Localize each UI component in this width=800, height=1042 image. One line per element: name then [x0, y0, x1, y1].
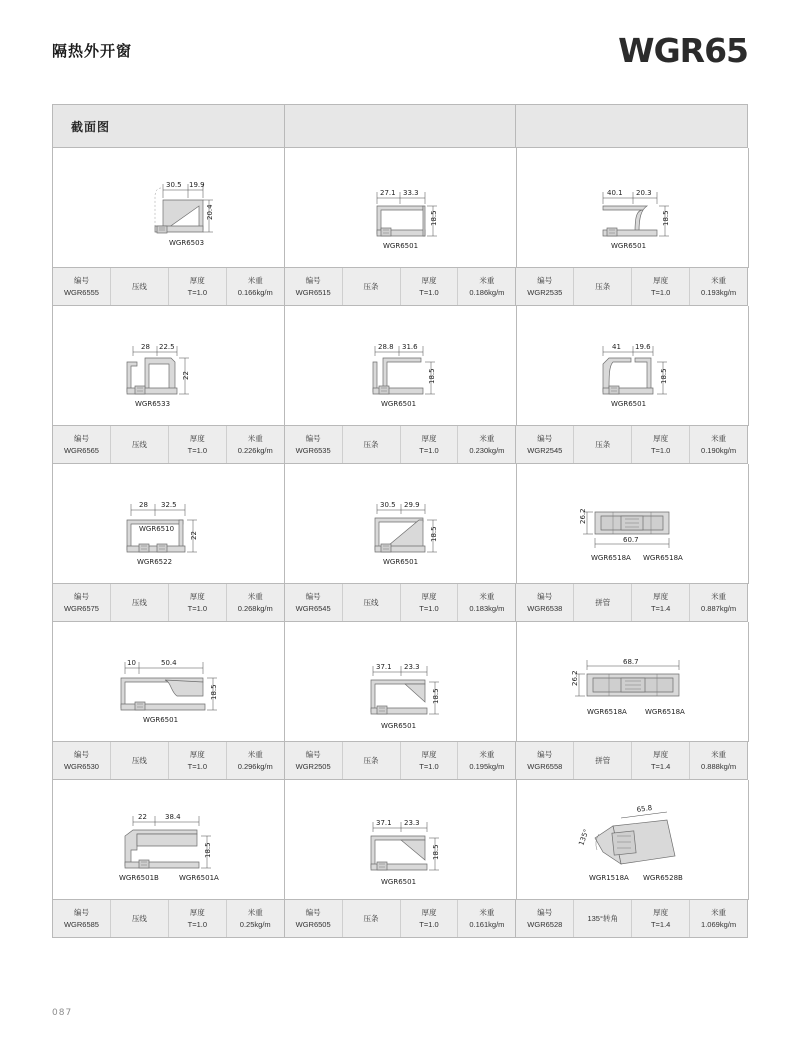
- spec-code-value: WGR6530: [63, 761, 99, 771]
- dim-40-1: 40.1: [607, 189, 623, 197]
- spec-cell-r1c2: [285, 268, 517, 306]
- dim-23-3: 23.3: [404, 663, 420, 671]
- spec-thickness-label: 厚度: [189, 434, 205, 444]
- drawing-cell-r3c3: [517, 464, 749, 584]
- spec-code-value: WGR6535: [295, 445, 331, 455]
- spec-row-2: [53, 426, 748, 464]
- spec-code-label: 编号: [73, 276, 89, 286]
- spec-cell-r2c2: [285, 426, 517, 464]
- dim-135deg: 135°: [577, 828, 591, 847]
- drawing-cell-r3c1: [53, 464, 285, 584]
- profile-label: WGR6501: [611, 400, 647, 408]
- dim-32-5: 32.5: [161, 501, 177, 509]
- dim-10: 10: [127, 659, 136, 667]
- spec-thickness-label: 厚度: [653, 592, 669, 602]
- spec-weight-value: 0.195kg/m: [469, 761, 505, 771]
- spec-code-label: 编号: [537, 750, 553, 760]
- profile-label: WGR6501: [381, 878, 417, 886]
- spec-thickness-label: 厚度: [653, 750, 669, 760]
- spec-code-label: 编号: [73, 908, 89, 918]
- dim-22: 22: [138, 813, 147, 821]
- spec-weight-label: 米重: [247, 434, 263, 444]
- drawing-cell-r2c3: [517, 306, 749, 426]
- drawing-cell-r5c1: [53, 780, 285, 900]
- dim-26-2: 26.2: [571, 670, 579, 686]
- spec-weight-label: 米重: [247, 908, 263, 918]
- profile-label-2: WGR6528B: [643, 874, 683, 882]
- spec-thickness-label: 厚度: [421, 908, 437, 918]
- spec-thickness-value: T=1.0: [419, 445, 439, 455]
- dim-26-2: 26.2: [579, 508, 587, 524]
- spec-cell-r5c3: [516, 900, 748, 938]
- dim-41: 41: [612, 343, 621, 351]
- page-number: 087: [52, 1008, 73, 1018]
- spec-row-5: [53, 900, 748, 938]
- spec-code-value: WGR6555: [63, 287, 99, 297]
- profile-label: WGR6533: [135, 400, 171, 408]
- dim-19-6: 19.6: [635, 343, 651, 351]
- spec-thickness-label: 厚度: [189, 908, 205, 918]
- dim-60-7: 60.7: [623, 536, 639, 544]
- dim-18-5: 18.5: [204, 842, 212, 858]
- spec-thickness-label: 厚度: [421, 434, 437, 444]
- spec-thickness-label: 厚度: [189, 750, 205, 760]
- spec-code-label: 编号: [305, 908, 321, 918]
- drawing-cell-r3c2: [285, 464, 517, 584]
- spec-code-label: 编号: [305, 750, 321, 760]
- dim-29-9: 29.9: [404, 501, 420, 509]
- spec-weight-label: 米重: [247, 592, 263, 602]
- spec-thickness-value: T=1.0: [419, 603, 439, 613]
- spec-row-4: [53, 742, 748, 780]
- page-header: [0, 0, 800, 100]
- spec-cell-r5c2: [285, 900, 517, 938]
- dim-18-5: 18.5: [432, 688, 440, 704]
- page-title: 隔热外开窗: [52, 42, 133, 60]
- spec-weight-label: 米重: [711, 592, 727, 602]
- spec-weight-value: 0.183kg/m: [469, 603, 505, 613]
- profile-label: WGR6501: [383, 558, 419, 566]
- spec-code-value: WGR6545: [295, 603, 331, 613]
- profile-label: WGR6503: [169, 239, 205, 247]
- dim-18-5: 18.5: [430, 526, 438, 542]
- dim-20-3: 20.3: [636, 189, 652, 197]
- dim-23-3: 23.3: [404, 819, 420, 827]
- spec-type-label: 压条: [595, 281, 611, 291]
- drawing-row-4: [53, 622, 748, 742]
- spec-type-label: 压条: [363, 755, 379, 765]
- spec-cell-r3c2: [285, 584, 517, 622]
- spec-weight-label: 米重: [711, 276, 727, 286]
- spec-thickness-value: T=1.0: [187, 287, 207, 297]
- spec-code-value: WGR2505: [295, 761, 331, 771]
- profile-label: WGR6522: [137, 558, 173, 566]
- spec-type-label: 压线: [131, 281, 147, 291]
- spec-type-label: 压线: [131, 597, 147, 607]
- drawing-cell-r4c1: [53, 622, 285, 742]
- spec-thickness-label: 厚度: [653, 276, 669, 286]
- spec-weight-value: 0.887kg/m: [701, 603, 737, 613]
- spec-type-label: 压条: [363, 281, 379, 291]
- spec-thickness-label: 厚度: [189, 276, 205, 286]
- spec-weight-value: 0.230kg/m: [469, 445, 505, 455]
- spec-code-label: 编号: [73, 592, 89, 602]
- spec-code-label: 编号: [305, 276, 321, 286]
- drawing-cell-r2c2: [285, 306, 517, 426]
- spec-cell-r3c1: [53, 584, 285, 622]
- drawing-cell-r4c3: [517, 622, 749, 742]
- spec-thickness-value: T=1.0: [650, 287, 671, 297]
- spec-code-value: WGR6505: [295, 919, 331, 929]
- spec-weight-label: 米重: [479, 276, 495, 286]
- dim-37-1: 37.1: [376, 819, 392, 827]
- spec-thickness-value: T=1.4: [650, 919, 671, 929]
- spec-type-label: 拼管: [595, 755, 611, 765]
- profile-label: WGR1518A: [589, 874, 629, 882]
- dim-18-5: 18.5: [430, 210, 438, 226]
- spec-code-value: WGR6558: [527, 761, 563, 771]
- dim-22-5: 22.5: [159, 343, 175, 351]
- profile-label: WGR6501: [143, 716, 179, 724]
- drawing-cell-r2c1: [53, 306, 285, 426]
- spec-weight-label: 米重: [711, 908, 727, 918]
- dim-65-8: 65.8: [636, 803, 653, 814]
- spec-thickness-label: 厚度: [421, 750, 437, 760]
- spec-thickness-value: T=1.0: [187, 445, 207, 455]
- profile-label: WGR6518A: [587, 708, 627, 716]
- profile-label: WGR6501B: [119, 874, 159, 882]
- spec-weight-label: 米重: [247, 750, 263, 760]
- spec-type-label: 压条: [595, 439, 611, 449]
- spec-row-1: [53, 268, 748, 306]
- dim-68-7: 68.7: [623, 658, 639, 666]
- table-band-row: [53, 105, 748, 148]
- spec-weight-value: 0.193kg/m: [701, 287, 737, 297]
- dim-38-4: 38.4: [165, 813, 181, 821]
- profile-label-2: WGR6501A: [179, 874, 219, 882]
- spec-cell-r5c1: [53, 900, 285, 938]
- spec-weight-value: 0.186kg/m: [469, 287, 505, 297]
- dim-18-5: 18.5: [210, 684, 218, 700]
- spec-cell-r1c3: [516, 268, 748, 306]
- spec-code-value: WGR6538: [527, 603, 563, 613]
- dim-50-4: 50.4: [161, 659, 177, 667]
- spec-type-label: 压线: [131, 439, 147, 449]
- spec-thickness-label: 厚度: [653, 434, 669, 444]
- spec-code-value: WGR6515: [295, 287, 331, 297]
- profile-inner-label: WGR6510: [139, 525, 175, 533]
- spec-code-label: 编号: [537, 434, 553, 444]
- drawing-row-1: [53, 148, 748, 268]
- drawing-cell-r5c3: [517, 780, 749, 900]
- spec-type-label: 压线: [131, 755, 147, 765]
- dim-20-4: 20.4: [206, 204, 214, 220]
- spec-thickness-label: 厚度: [421, 276, 437, 286]
- spec-weight-label: 米重: [247, 276, 263, 286]
- spec-code-label: 编号: [537, 908, 553, 918]
- spec-weight-label: 米重: [711, 750, 727, 760]
- drawing-row-2: [53, 306, 748, 426]
- dim-22: 22: [190, 531, 198, 540]
- spec-cell-r4c1: [53, 742, 285, 780]
- dim-28-8: 28.8: [378, 343, 394, 351]
- spec-weight-value: 0.25kg/m: [239, 919, 271, 929]
- dim-37-1: 37.1: [376, 663, 392, 671]
- profile-table: [52, 104, 748, 938]
- spec-thickness-value: T=1.0: [419, 761, 439, 771]
- profile-label: WGR6518A: [591, 554, 631, 562]
- drawing-row-3: [53, 464, 748, 584]
- spec-thickness-value: T=1.4: [650, 761, 671, 771]
- drawing-row-5: [53, 780, 748, 900]
- spec-thickness-value: T=1.0: [187, 761, 207, 771]
- spec-thickness-value: T=1.4: [650, 603, 671, 613]
- dim-30-5: 30.5: [380, 501, 396, 509]
- drawing-cell-r1c2: [285, 148, 517, 268]
- spec-code-value: WGR6585: [63, 919, 99, 929]
- spec-code-label: 编号: [73, 750, 89, 760]
- spec-code-label: 编号: [73, 434, 89, 444]
- spec-weight-label: 米重: [479, 750, 495, 760]
- spec-cell-r1c1: [53, 268, 285, 306]
- dim-18-5: 18.5: [660, 368, 668, 384]
- drawing-cell-r1c3: [517, 148, 749, 268]
- profile-label-2: WGR6518A: [643, 554, 683, 562]
- series-code: WGR65: [618, 30, 748, 70]
- spec-type-label: 压线: [131, 913, 147, 923]
- drawing-cell-r1c1: [53, 148, 285, 268]
- spec-cell-r4c2: [285, 742, 517, 780]
- spec-code-value: WGR6575: [63, 603, 99, 613]
- spec-weight-label: 米重: [479, 434, 495, 444]
- spec-weight-value: 0.888kg/m: [701, 761, 737, 771]
- dim-30-5: 30.5: [166, 181, 182, 189]
- dim-27-1: 27.1: [380, 189, 396, 197]
- spec-code-label: 编号: [537, 276, 553, 286]
- drawing-cell-r4c2: [285, 622, 517, 742]
- spec-row-3: [53, 584, 748, 622]
- spec-weight-value: 1.069kg/m: [701, 919, 737, 929]
- spec-thickness-label: 厚度: [421, 592, 437, 602]
- spec-weight-value: 0.161kg/m: [469, 919, 505, 929]
- dim-18-5: 18.5: [428, 368, 436, 384]
- section-title: 截面图: [71, 119, 111, 134]
- drawing-cell-r5c2: [285, 780, 517, 900]
- spec-cell-r4c3: [516, 742, 748, 780]
- dim-19-9: 19.9: [189, 181, 205, 189]
- spec-thickness-value: T=1.0: [187, 919, 207, 929]
- spec-weight-value: 0.190kg/m: [701, 445, 737, 455]
- dim-28: 28: [141, 343, 150, 351]
- spec-type-label: 拼管: [595, 597, 611, 607]
- spec-cell-r3c3: [516, 584, 748, 622]
- spec-weight-value: 0.226kg/m: [237, 445, 273, 455]
- spec-code-value: WGR2535: [527, 287, 563, 297]
- spec-type-label: 135°转角: [587, 913, 618, 923]
- spec-type-label: 压条: [363, 913, 379, 923]
- spec-thickness-value: T=1.0: [419, 287, 439, 297]
- profile-label: WGR6501: [381, 722, 417, 730]
- profile-label-2: WGR6518A: [645, 708, 685, 716]
- spec-thickness-value: T=1.0: [187, 603, 207, 613]
- spec-weight-value: 0.166kg/m: [237, 287, 273, 297]
- profile-label: WGR6501: [611, 242, 647, 250]
- spec-weight-value: 0.296kg/m: [237, 761, 273, 771]
- profile-label: WGR6501: [381, 400, 417, 408]
- spec-code-value: WGR2545: [527, 445, 563, 455]
- dim-18-5: 18.5: [662, 210, 670, 226]
- spec-cell-r2c3: [516, 426, 748, 464]
- spec-weight-label: 米重: [711, 434, 727, 444]
- spec-code-value: WGR6565: [63, 445, 99, 455]
- dim-31-6: 31.6: [402, 343, 418, 351]
- dim-33-3: 33.3: [403, 189, 419, 197]
- spec-thickness-value: T=1.0: [419, 919, 439, 929]
- spec-code-label: 编号: [537, 592, 553, 602]
- spec-type-label: 压条: [363, 439, 379, 449]
- dim-22: 22: [182, 371, 190, 380]
- spec-thickness-label: 厚度: [189, 592, 205, 602]
- profile-label: WGR6501: [383, 242, 419, 250]
- band-cell-3: [516, 105, 748, 148]
- spec-code-value: WGR6528: [527, 919, 563, 929]
- spec-weight-label: 米重: [479, 908, 495, 918]
- spec-weight-value: 0.268kg/m: [237, 603, 273, 613]
- band-cell-2: [285, 105, 517, 148]
- spec-weight-label: 米重: [479, 592, 495, 602]
- spec-code-label: 编号: [305, 592, 321, 602]
- dim-28: 28: [139, 501, 148, 509]
- spec-type-label: 压线: [363, 597, 379, 607]
- spec-cell-r2c1: [53, 426, 285, 464]
- band-cell-1: [53, 105, 285, 148]
- dim-18-5: 18.5: [432, 844, 440, 860]
- spec-code-label: 编号: [305, 434, 321, 444]
- spec-thickness-label: 厚度: [653, 908, 669, 918]
- spec-thickness-value: T=1.0: [650, 445, 671, 455]
